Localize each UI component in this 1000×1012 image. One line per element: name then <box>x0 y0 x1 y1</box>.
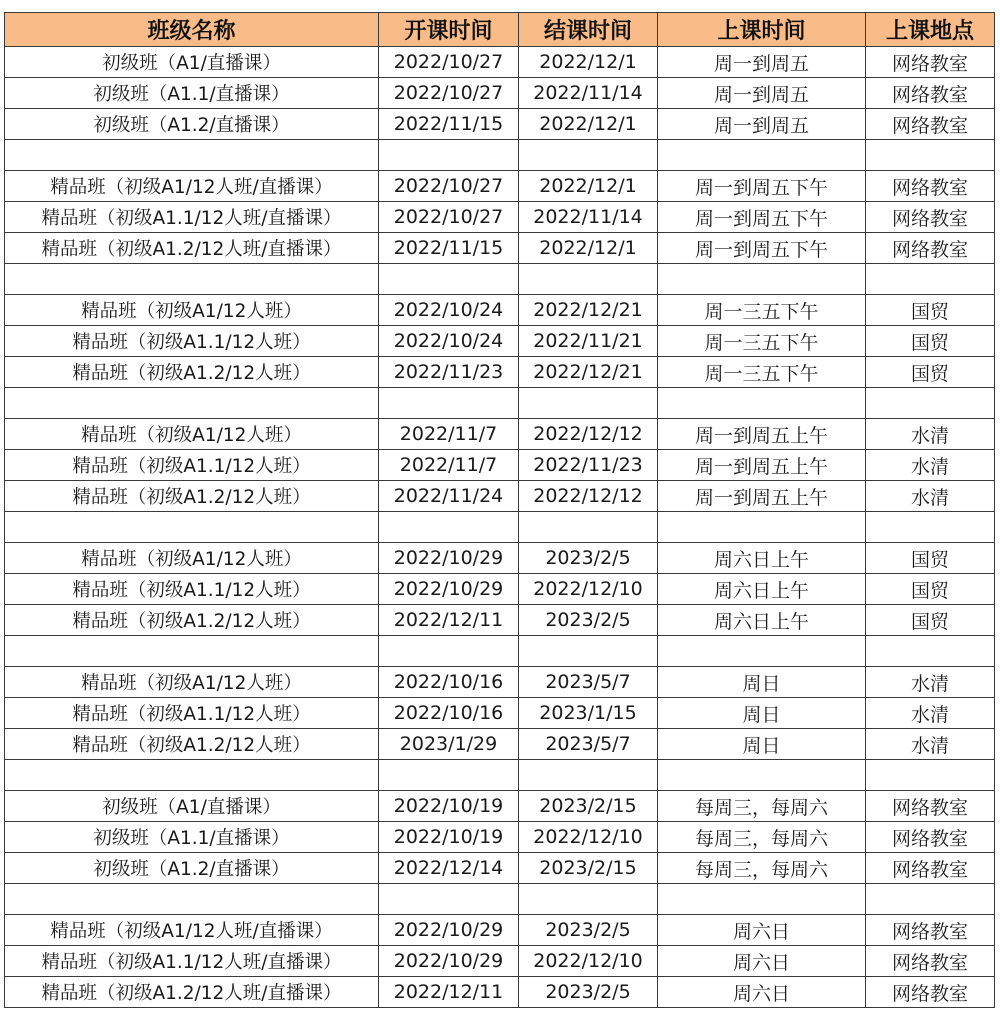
location-cell: 网络教室 <box>866 109 995 140</box>
location-cell: 国贸 <box>866 574 995 605</box>
table-row <box>5 109 995 140</box>
start-date-cell <box>379 140 519 171</box>
course-schedule-table <box>4 12 995 1008</box>
class-time-cell: 周一到周五上午 <box>658 481 866 512</box>
start-date-cell: 2022/11/15 <box>379 109 519 140</box>
end-date-cell: 2022/12/21 <box>519 357 658 388</box>
location-cell <box>866 636 995 667</box>
location-cell: 网络教室 <box>866 853 995 884</box>
class-time-cell <box>658 512 866 543</box>
end-date-cell: 2023/2/5 <box>519 605 658 636</box>
table-row <box>5 729 995 760</box>
location-cell <box>866 140 995 171</box>
table-row <box>5 667 995 698</box>
end-date-cell: 2022/12/1 <box>519 47 658 78</box>
location-cell: 网络教室 <box>866 977 995 1008</box>
class-time-cell: 周一到周五下午 <box>658 233 866 264</box>
class-time-cell: 周一到周五下午 <box>658 202 866 233</box>
class-name-cell <box>5 388 379 419</box>
end-date-cell: 2022/12/12 <box>519 419 658 450</box>
class-name-cell: 初级班（A1.1/直播课） <box>5 822 379 853</box>
empty-row <box>5 140 995 171</box>
start-date-cell <box>379 760 519 791</box>
class-time-cell <box>658 636 866 667</box>
class-time-cell <box>658 264 866 295</box>
class-name-cell <box>5 512 379 543</box>
start-date-cell: 2022/10/29 <box>379 574 519 605</box>
start-date-cell: 2022/10/27 <box>379 202 519 233</box>
location-cell <box>866 264 995 295</box>
end-date-cell: 2023/2/5 <box>519 543 658 574</box>
start-date-cell: 2022/11/23 <box>379 357 519 388</box>
class-name-cell: 精品班（初级A1.2/12人班） <box>5 357 379 388</box>
class-name-cell: 精品班（初级A1/12人班） <box>5 667 379 698</box>
table-row <box>5 202 995 233</box>
end-date-cell: 2022/12/1 <box>519 233 658 264</box>
class-name-cell: 精品班（初级A1.2/12人班） <box>5 729 379 760</box>
location-cell: 水清 <box>866 419 995 450</box>
header-start-date: 开课时间 <box>379 13 519 47</box>
start-date-cell <box>379 512 519 543</box>
class-name-cell: 精品班（初级A1.2/12人班/直播课） <box>5 233 379 264</box>
class-time-cell: 周六日上午 <box>658 543 866 574</box>
end-date-cell: 2022/12/10 <box>519 574 658 605</box>
header-end-date: 结课时间 <box>519 13 658 47</box>
location-cell: 国贸 <box>866 295 995 326</box>
start-date-cell: 2022/10/29 <box>379 915 519 946</box>
location-cell: 水清 <box>866 450 995 481</box>
class-name-cell: 初级班（A1.2/直播课） <box>5 109 379 140</box>
start-date-cell: 2022/12/11 <box>379 605 519 636</box>
class-time-cell: 周六日上午 <box>658 605 866 636</box>
start-date-cell <box>379 388 519 419</box>
location-cell: 国贸 <box>866 357 995 388</box>
location-cell <box>866 884 995 915</box>
location-cell: 水清 <box>866 698 995 729</box>
end-date-cell: 2022/12/12 <box>519 481 658 512</box>
class-name-cell: 精品班（初级A1/12人班） <box>5 419 379 450</box>
start-date-cell: 2022/11/7 <box>379 419 519 450</box>
class-time-cell: 周六日 <box>658 915 866 946</box>
table-row <box>5 605 995 636</box>
class-name-cell: 精品班（初级A1.1/12人班） <box>5 698 379 729</box>
end-date-cell: 2023/1/15 <box>519 698 658 729</box>
location-cell <box>866 388 995 419</box>
location-cell: 水清 <box>866 667 995 698</box>
start-date-cell <box>379 884 519 915</box>
start-date-cell: 2022/10/16 <box>379 698 519 729</box>
end-date-cell: 2022/11/14 <box>519 202 658 233</box>
location-cell: 网络教室 <box>866 47 995 78</box>
class-time-cell: 周六日上午 <box>658 574 866 605</box>
class-time-cell: 周日 <box>658 729 866 760</box>
class-name-cell <box>5 140 379 171</box>
table-row <box>5 915 995 946</box>
end-date-cell: 2022/12/21 <box>519 295 658 326</box>
end-date-cell: 2022/11/14 <box>519 78 658 109</box>
class-time-cell: 周一三五下午 <box>658 357 866 388</box>
table-header <box>5 13 995 47</box>
table-row <box>5 698 995 729</box>
class-time-cell: 每周三，每周六 <box>658 822 866 853</box>
location-cell: 网络教室 <box>866 171 995 202</box>
table-row <box>5 450 995 481</box>
class-name-cell: 精品班（初级A1/12人班/直播课） <box>5 915 379 946</box>
location-cell: 水清 <box>866 729 995 760</box>
location-cell: 网络教室 <box>866 946 995 977</box>
end-date-cell: 2023/2/5 <box>519 977 658 1008</box>
end-date-cell: 2023/5/7 <box>519 667 658 698</box>
end-date-cell <box>519 636 658 667</box>
class-name-cell: 精品班（初级A1.1/12人班） <box>5 326 379 357</box>
table-row <box>5 543 995 574</box>
table-body <box>5 47 995 1008</box>
table-row <box>5 326 995 357</box>
end-date-cell: 2022/12/1 <box>519 171 658 202</box>
location-cell <box>866 512 995 543</box>
end-date-cell: 2022/11/23 <box>519 450 658 481</box>
class-time-cell: 周一三五下午 <box>658 326 866 357</box>
class-name-cell: 精品班（初级A1.1/12人班） <box>5 574 379 605</box>
location-cell <box>866 760 995 791</box>
class-time-cell: 每周三，每周六 <box>658 791 866 822</box>
end-date-cell: 2022/11/21 <box>519 326 658 357</box>
class-time-cell <box>658 140 866 171</box>
class-time-cell <box>658 388 866 419</box>
start-date-cell: 2022/10/16 <box>379 667 519 698</box>
class-time-cell <box>658 760 866 791</box>
class-name-cell: 精品班（初级A1/12人班） <box>5 295 379 326</box>
empty-row <box>5 636 995 667</box>
class-name-cell <box>5 264 379 295</box>
start-date-cell: 2022/11/7 <box>379 450 519 481</box>
table-row <box>5 171 995 202</box>
location-cell: 水清 <box>866 481 995 512</box>
header-location: 上课地点 <box>866 13 995 47</box>
class-name-cell <box>5 636 379 667</box>
class-name-cell: 精品班（初级A1/12人班） <box>5 543 379 574</box>
location-cell: 网络教室 <box>866 202 995 233</box>
end-date-cell: 2023/5/7 <box>519 729 658 760</box>
class-name-cell <box>5 884 379 915</box>
table-row <box>5 47 995 78</box>
empty-row <box>5 884 995 915</box>
start-date-cell: 2022/10/24 <box>379 326 519 357</box>
table-row <box>5 78 995 109</box>
class-time-cell: 周六日 <box>658 977 866 1008</box>
class-time-cell: 周一到周五 <box>658 78 866 109</box>
end-date-cell <box>519 264 658 295</box>
table-row <box>5 853 995 884</box>
start-date-cell: 2023/1/29 <box>379 729 519 760</box>
start-date-cell <box>379 264 519 295</box>
end-date-cell <box>519 884 658 915</box>
class-time-cell: 周一到周五 <box>658 47 866 78</box>
location-cell: 网络教室 <box>866 822 995 853</box>
start-date-cell: 2022/10/27 <box>379 47 519 78</box>
class-time-cell: 周一到周五 <box>658 109 866 140</box>
start-date-cell: 2022/10/29 <box>379 543 519 574</box>
table-row <box>5 946 995 977</box>
location-cell: 国贸 <box>866 605 995 636</box>
empty-row <box>5 760 995 791</box>
start-date-cell: 2022/12/14 <box>379 853 519 884</box>
end-date-cell: 2023/2/5 <box>519 915 658 946</box>
location-cell: 网络教室 <box>866 791 995 822</box>
class-name-cell: 精品班（初级A1.2/12人班） <box>5 605 379 636</box>
end-date-cell <box>519 512 658 543</box>
class-time-cell: 周日 <box>658 698 866 729</box>
class-time-cell: 周一三五下午 <box>658 295 866 326</box>
class-time-cell: 周日 <box>658 667 866 698</box>
class-time-cell: 周一到周五上午 <box>658 450 866 481</box>
location-cell: 网络教室 <box>866 78 995 109</box>
end-date-cell: 2022/12/1 <box>519 109 658 140</box>
end-date-cell: 2023/2/15 <box>519 791 658 822</box>
empty-row <box>5 264 995 295</box>
class-name-cell: 精品班（初级A1.2/12人班/直播课） <box>5 977 379 1008</box>
class-name-cell: 精品班（初级A1/12人班/直播课） <box>5 171 379 202</box>
class-time-cell: 周一到周五下午 <box>658 171 866 202</box>
end-date-cell <box>519 388 658 419</box>
empty-row <box>5 388 995 419</box>
header-class-name: 班级名称 <box>5 13 379 47</box>
class-name-cell: 初级班（A1.2/直播课） <box>5 853 379 884</box>
class-time-cell: 每周三，每周六 <box>658 853 866 884</box>
end-date-cell: 2022/12/10 <box>519 822 658 853</box>
table-row <box>5 791 995 822</box>
table-row <box>5 419 995 450</box>
start-date-cell: 2022/10/19 <box>379 791 519 822</box>
start-date-cell: 2022/10/27 <box>379 78 519 109</box>
start-date-cell: 2022/10/24 <box>379 295 519 326</box>
class-name-cell: 精品班（初级A1.1/12人班） <box>5 450 379 481</box>
end-date-cell: 2023/2/15 <box>519 853 658 884</box>
class-time-cell: 周六日 <box>658 946 866 977</box>
class-time-cell <box>658 884 866 915</box>
start-date-cell <box>379 636 519 667</box>
class-name-cell: 初级班（A1/直播课） <box>5 791 379 822</box>
class-name-cell: 精品班（初级A1.1/12人班/直播课） <box>5 202 379 233</box>
location-cell: 国贸 <box>866 326 995 357</box>
empty-row <box>5 512 995 543</box>
class-name-cell: 初级班（A1/直播课） <box>5 47 379 78</box>
end-date-cell <box>519 140 658 171</box>
class-name-cell: 精品班（初级A1.2/12人班） <box>5 481 379 512</box>
class-name-cell <box>5 760 379 791</box>
table-row <box>5 233 995 264</box>
header-class-time: 上课时间 <box>658 13 866 47</box>
location-cell: 国贸 <box>866 543 995 574</box>
table-row <box>5 481 995 512</box>
class-name-cell: 初级班（A1.1/直播课） <box>5 78 379 109</box>
class-name-cell: 精品班（初级A1.1/12人班/直播课） <box>5 946 379 977</box>
table-row <box>5 357 995 388</box>
start-date-cell: 2022/10/27 <box>379 171 519 202</box>
location-cell: 网络教室 <box>866 915 995 946</box>
end-date-cell <box>519 760 658 791</box>
location-cell: 网络教室 <box>866 233 995 264</box>
table-row <box>5 295 995 326</box>
start-date-cell: 2022/10/29 <box>379 946 519 977</box>
table-row <box>5 822 995 853</box>
start-date-cell: 2022/12/11 <box>379 977 519 1008</box>
start-date-cell: 2022/11/15 <box>379 233 519 264</box>
table-row <box>5 977 995 1008</box>
header-row <box>5 13 995 47</box>
start-date-cell: 2022/11/24 <box>379 481 519 512</box>
end-date-cell: 2022/12/10 <box>519 946 658 977</box>
start-date-cell: 2022/10/19 <box>379 822 519 853</box>
table-row <box>5 574 995 605</box>
class-time-cell: 周一到周五上午 <box>658 419 866 450</box>
